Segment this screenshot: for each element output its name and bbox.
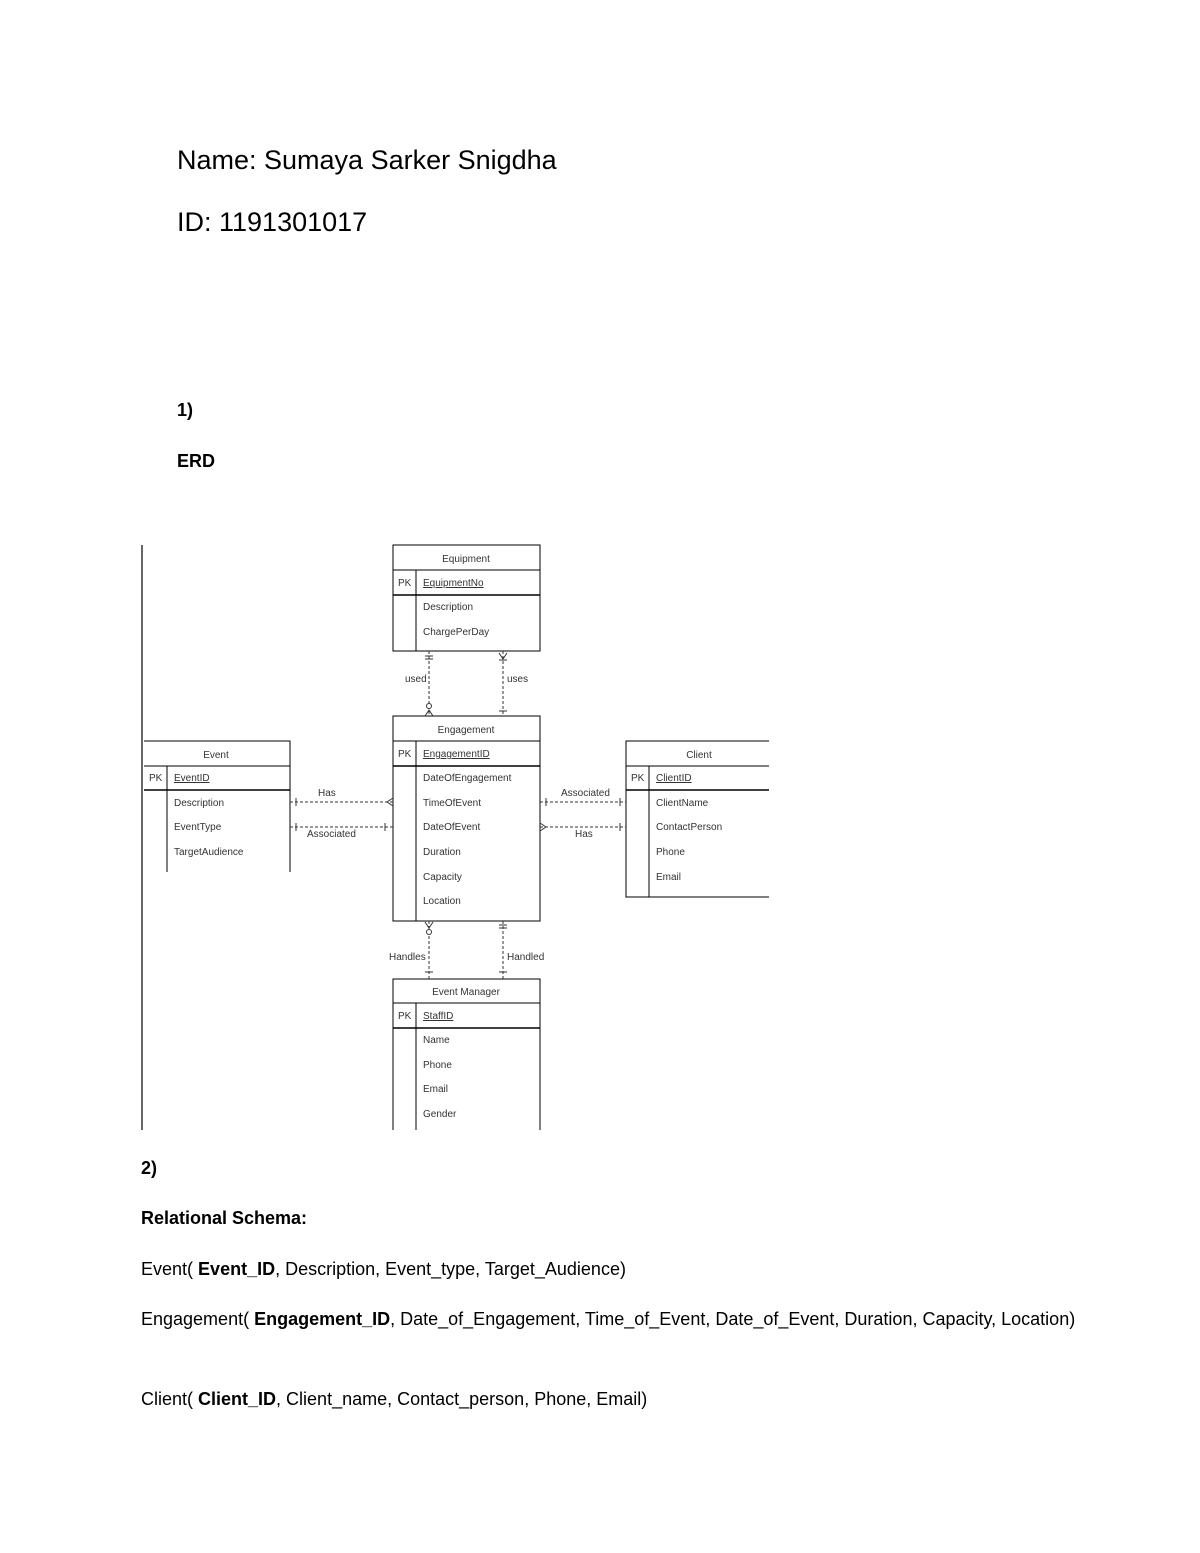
- schema-attributes: , Description, Event_type, Target_Audience): [275, 1259, 626, 1279]
- entity-event-manager: [393, 979, 540, 1130]
- schema-relation-name: Engagement(: [141, 1309, 250, 1329]
- attribute: DateOfEngagement: [423, 773, 512, 784]
- attribute: Phone: [656, 847, 685, 858]
- schema-primary-key: Event_ID: [198, 1259, 276, 1279]
- attribute: Name: [423, 1035, 450, 1046]
- entity-title: Event Manager: [432, 987, 500, 998]
- attribute: ContactPerson: [656, 822, 723, 833]
- attribute: Email: [656, 872, 682, 883]
- section-1-number: 1): [177, 400, 194, 420]
- schema-attributes: , Client_name, Contact_person, Phone, Email): [276, 1389, 648, 1409]
- entity-engagement: [393, 716, 540, 921]
- entity-event: [144, 741, 290, 872]
- pk-tag: PK: [398, 1011, 412, 1022]
- entity-equipment: [393, 545, 540, 651]
- attribute: Duration: [423, 847, 461, 858]
- attribute: Phone: [423, 1060, 452, 1071]
- attribute: EventType: [174, 822, 222, 833]
- section-1-title: ERD: [177, 451, 216, 471]
- attribute: ChargePerDay: [423, 627, 490, 638]
- rel-label-client-has: Has: [575, 829, 593, 840]
- entity-title: Equipment: [442, 554, 490, 565]
- attribute: Location: [423, 896, 461, 907]
- pk-tag: PK: [398, 578, 412, 589]
- student-id: ID: 1191301017: [177, 207, 368, 237]
- rel-label-uses: uses: [507, 674, 529, 685]
- rel-label-handled: Handled: [507, 952, 545, 963]
- pk-tag: PK: [631, 773, 645, 784]
- schema-engagement: [141, 1304, 1081, 1335]
- schema-relation-name: Client(: [141, 1389, 194, 1409]
- rel-label-client-associated: Associated: [561, 788, 610, 799]
- pk-attribute: EquipmentNo: [423, 578, 484, 589]
- attribute: Description: [423, 602, 474, 613]
- schema-client: [141, 1384, 1081, 1415]
- student-name: Name: Sumaya Sarker Snigdha: [177, 145, 557, 175]
- attribute: TargetAudience: [174, 847, 244, 858]
- pk-tag: PK: [398, 749, 412, 760]
- rel-label-event-has: Has: [318, 788, 336, 799]
- pk-attribute: ClientID: [656, 773, 692, 784]
- schema-primary-key: Engagement_ID: [254, 1309, 391, 1329]
- pk-attribute: StaffID: [423, 1011, 454, 1022]
- attribute: Email: [423, 1084, 449, 1095]
- schema-event: [141, 1254, 1081, 1285]
- pk-attribute: EngagementID: [423, 749, 490, 760]
- schema-attributes: , Date_of_Engagement, Time_of_Event, Date_of_Event, Duration, Capacity, Location): [390, 1309, 1076, 1329]
- rel-label-used: used: [405, 674, 427, 685]
- schema-relation-name: Event(: [141, 1259, 194, 1279]
- schema-primary-key: Client_ID: [198, 1389, 277, 1409]
- entity-title: Client: [686, 750, 712, 761]
- attribute: ClientName: [656, 798, 709, 809]
- rel-label-handles: Handles: [389, 952, 426, 963]
- rel-label-event-associated: Associated: [307, 829, 356, 840]
- attribute: Description: [174, 798, 225, 809]
- section-2-number: 2): [141, 1158, 158, 1178]
- entity-title: Event: [203, 750, 229, 761]
- attribute: Gender: [423, 1109, 457, 1120]
- entity-client: [626, 741, 769, 897]
- attribute: TimeOfEvent: [423, 798, 481, 809]
- pk-attribute: EventID: [174, 773, 210, 784]
- attribute: Capacity: [423, 872, 462, 883]
- entity-title: Engagement: [437, 725, 495, 736]
- attribute: DateOfEvent: [423, 822, 481, 833]
- pk-tag: PK: [149, 773, 163, 784]
- section-2-title: Relational Schema:: [141, 1208, 308, 1228]
